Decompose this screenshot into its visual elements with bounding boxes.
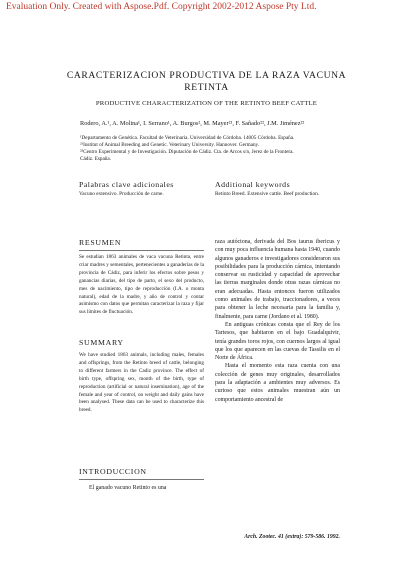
affiliation-2: ²¹Institut of Animal Breeding and Genetic. Veterinary University. Hannover. Germany. <box>80 142 260 148</box>
intro-text: El ganado vacuno Retinto es una <box>89 485 167 491</box>
right-paragraph-2: En antiguas crónicas consta que el Rey de los Tartesos, que habitaron en el bajo Guadalquivir, tenía grandes toros rojos, con cuernos largos al igual que los que aparecen en las cuevas de Tassilis en el Norte de África. <box>215 321 340 362</box>
summary-text: We have studied 1863 animals, including males, females and offsprings, from the Retinto breed of cattle, belonging to different farmers in the Cadiz province. The effect of birth type, offspring sex, month of the birth, type of reproduction (artificial or natural insemination), age of the female and year of control, on weight and daily gains have been analysed. These data can be used to characterize this breed. <box>79 352 204 414</box>
evaluation-watermark: Evaluation Only. Created with Aspose.Pdf. Copyright 2002-2012 Aspose Pty Ltd. <box>6 2 317 12</box>
resumen-heading: RESUMEN <box>79 238 122 247</box>
keywords-en: Retinto Breed. Extensive cattle. Beef production. <box>215 191 320 197</box>
resumen-text: Se estudian 1863 animales de vaca vacuna Retinta, entre criar madres y sementales, pertenecientes a ganaderías de la provincia de Cádiz, para inferir los efectos sobre pesos y ganancias diarias, del tipo de parto, el sexo del producto, mes de nacimiento, tipo de reproducción (I.A. o monta natural), edad de la madre, y año de control y contar asimismo con datos que permitan caracterizar la raza y fijar sus límites de fluctuación. <box>79 254 204 316</box>
affiliation-1: ¹Departamento de Genética. Facultad de Veterinaria. Universidad de Córdoba. 14005 Córdoba. España. <box>80 135 295 141</box>
affiliation-3: ²²Centro Experimental y de Investigación. Diputación de Cádiz. Cta. de Arcos s/n, Jerez de la Frontera. <box>80 149 294 155</box>
right-column <box>215 238 340 404</box>
title-line-2: RETINTA <box>184 82 229 93</box>
intro-first-line <box>79 484 204 492</box>
author-list: Rodero, A.¹, A. Molina¹, I. Serrano¹, A. Burgos², M. Mayer²¹, F. Sañado²², J.M. Jiménez²² <box>80 120 305 127</box>
affiliation-4: Cádiz. España. <box>80 156 111 162</box>
right-paragraph-3: Hasta el momento esta raza cuenta con una colección de genes muy originales, desarrollados para la adaptación a ambientes muy adversos. Es curioso que estos animales muestran aún un comportamiento ancestral de <box>215 363 340 403</box>
right-paragraph-1: raza autóctona, derivada del Bos taurus ibericus y con muy poca influencia humana hasta 1940, cuando algunos ganaderos e investigadores consideraron sus posibilidades para la producción cárnica, intentando conservar su rusticidad y capacidad de aprovechar las tierras marginales donde otras razas cárnicas no eran adecuadas. Hasta entonces fueron utilizados como animales de trabajo, traccionadores, a veces para obtener la leche necesaria para la familia y, finalmente, para carne (Jordano et al. 1980). <box>215 239 340 320</box>
introduccion-rule <box>79 479 204 480</box>
journal-citation: Arch. Zootec. 41 (extra): 579-586. 1992. <box>244 534 340 540</box>
paper-title <box>60 70 353 94</box>
introduccion-heading: INTRODUCCION <box>79 467 147 476</box>
keywords-es: Vacuno extensivo. Producción de carne. <box>79 191 164 197</box>
english-title: PRODUCTIVE CHARACTERIZATION OF THE RETINTO BEEF CATTLE <box>95 100 318 107</box>
summary-heading: SUMMARY <box>79 338 124 347</box>
resumen-rule <box>79 250 204 251</box>
keywords-en-heading: Additional keywords <box>215 180 291 189</box>
title-line-1: CARACTERIZACION PRODUCTIVA DE LA RAZA VACUNA <box>66 70 347 81</box>
keywords-es-heading: Palabras clave adicionales <box>79 180 174 189</box>
